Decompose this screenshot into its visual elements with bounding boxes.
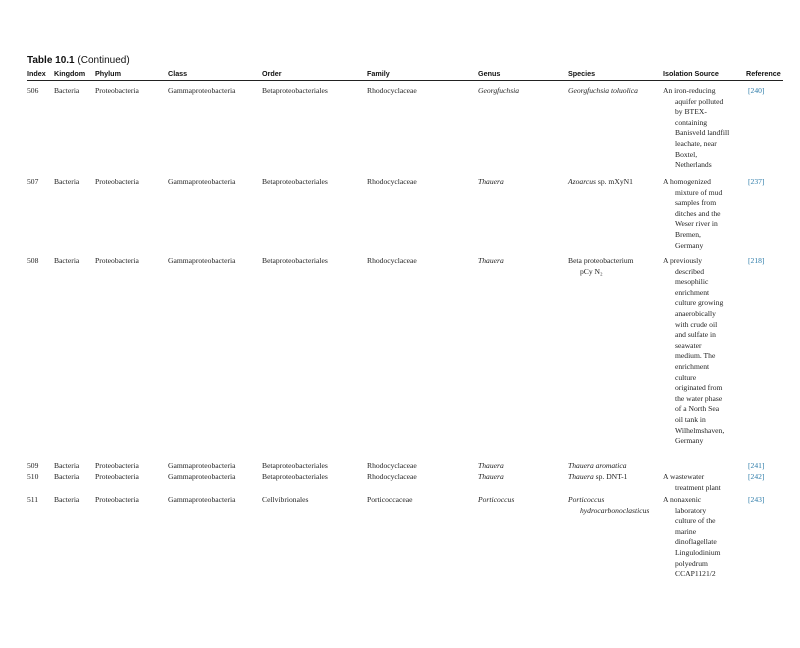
header-reference: Reference <box>746 69 781 78</box>
source-line: dinoflagellate <box>675 537 717 547</box>
cell-kingdom: Bacteria <box>54 495 80 504</box>
source-line: Lingulodinium <box>675 547 721 557</box>
source-line: oil tank in <box>675 414 706 424</box>
source-line: with crude oil <box>675 319 718 329</box>
source-line: the water phase <box>675 393 723 403</box>
header-class: Class <box>168 69 188 78</box>
cell-class: Gammaproteobacteria <box>168 461 236 470</box>
table-continued: (Continued) <box>77 55 130 66</box>
source-line: culture of the <box>675 516 716 526</box>
cell-phylum: Proteobacteria <box>95 495 139 504</box>
cell-class: Gammaproteobacteria <box>168 472 236 481</box>
reference-link[interactable]: [237] <box>748 177 765 186</box>
source-line: aquifer polluted <box>675 96 724 106</box>
source-line: containing <box>675 117 708 127</box>
header-family: Family <box>367 69 390 78</box>
reference-link[interactable]: [243] <box>748 495 765 504</box>
header-phylum: Phylum <box>95 69 121 78</box>
cell-index: 507 <box>27 177 39 186</box>
species-line: pCy N₂ <box>580 266 603 276</box>
source-line: marine <box>675 526 697 536</box>
cell-class: Gammaproteobacteria <box>168 256 236 265</box>
source-line: Weser river in <box>675 219 718 229</box>
source-line: medium. The <box>675 351 716 361</box>
cell-order: Betaproteobacteriales <box>262 256 328 265</box>
cell-family: Rhodocyclaceae <box>367 461 417 470</box>
cell-species <box>568 495 649 516</box>
source-line: mesophilic <box>675 277 709 287</box>
reference-link[interactable]: [218] <box>748 256 765 265</box>
cell-order: Cellvibrionales <box>262 495 309 504</box>
source-line: enrichment <box>675 287 710 297</box>
source-line: Boxtel, <box>675 149 698 159</box>
cell-phylum: Proteobacteria <box>95 461 139 470</box>
cell-kingdom: Bacteria <box>54 461 80 470</box>
table-title <box>27 55 130 66</box>
source-line: Netherlands <box>675 160 712 170</box>
source-line: anaerobically <box>675 308 716 318</box>
species-line: hydrocarbonoclasticus <box>580 505 650 515</box>
source-line: ditches and the <box>675 208 721 218</box>
cell-genus: Thauera <box>478 177 504 186</box>
source-line: Banisveld landfill <box>675 128 730 138</box>
cell-isolation-source <box>663 495 759 580</box>
cell-isolation-source <box>663 256 759 447</box>
cell-genus: Thauera <box>478 461 504 470</box>
cell-genus: Porticoccus <box>478 495 515 504</box>
species-line: Beta proteobacterium <box>568 256 634 265</box>
cell-order: Betaproteobacteriales <box>262 461 328 470</box>
cell-kingdom: Bacteria <box>54 256 80 265</box>
source-line: culture growing <box>675 298 724 308</box>
cell-index: 508 <box>27 256 39 265</box>
species-genus-italic: Azoarcus <box>568 177 596 186</box>
cell-class: Gammaproteobacteria <box>168 177 236 186</box>
source-line: mixture of mud <box>675 187 723 197</box>
source-line: Germany <box>675 436 704 446</box>
header-rule <box>27 80 783 81</box>
cell-index: 509 <box>27 461 39 470</box>
cell-class: Gammaproteobacteria <box>168 495 236 504</box>
source-line: samples from <box>675 198 717 208</box>
source-line: seawater <box>675 340 702 350</box>
source-line: CCAP1121/2 <box>675 569 716 579</box>
species-strain: sp. mXyN1 <box>595 177 633 186</box>
species-strain: sp. DNT-1 <box>593 472 628 481</box>
source-line: originated from <box>675 383 723 393</box>
species-genus-italic: Thauera <box>568 472 594 481</box>
source-line: A homogenized <box>663 177 711 186</box>
header-species: Species <box>568 69 596 78</box>
cell-genus: Georgfuchsia <box>478 86 520 95</box>
cell-species <box>568 177 633 188</box>
species-line: Porticoccus <box>568 495 605 504</box>
cell-family: Rhodocyclaceae <box>367 256 417 265</box>
reference-link[interactable]: [241] <box>748 461 765 470</box>
source-line: enrichment <box>675 361 710 371</box>
cell-order: Betaproteobacteriales <box>262 86 328 95</box>
reference-link[interactable]: [240] <box>748 86 765 95</box>
source-line: A wastewater <box>663 472 705 481</box>
source-line: Wilhelmshaven, <box>675 425 725 435</box>
header-genus: Genus <box>478 69 501 78</box>
cell-phylum: Proteobacteria <box>95 177 139 186</box>
source-line: of a North Sea <box>675 404 720 414</box>
cell-species: Thauera aromatica <box>568 461 627 470</box>
source-line: Germany <box>675 240 704 250</box>
source-line: described <box>675 266 705 276</box>
cell-species <box>568 256 634 277</box>
source-line: leachate, near <box>675 138 717 148</box>
header-order: Order <box>262 69 282 78</box>
cell-index: 506 <box>27 86 39 95</box>
cell-order: Betaproteobacteriales <box>262 472 328 481</box>
cell-isolation-source <box>663 177 759 251</box>
cell-genus: Thauera <box>478 256 504 265</box>
cell-family: Porticoccaceae <box>367 495 413 504</box>
source-line: by BTEX- <box>675 107 707 117</box>
source-line: and sulfate in <box>675 330 716 340</box>
cell-species: Georgfuchsia toluolica <box>568 86 638 95</box>
header-kingdom: Kingdom <box>54 69 86 78</box>
cell-family: Rhodocyclaceae <box>367 86 417 95</box>
table-label: Table 10.1 <box>27 55 75 66</box>
source-line: An iron-reducing <box>663 86 716 95</box>
cell-phylum: Proteobacteria <box>95 86 139 95</box>
header-index: Index <box>27 69 46 78</box>
source-line: treatment plant <box>675 482 721 492</box>
cell-family: Rhodocyclaceae <box>367 177 417 186</box>
source-line: culture <box>675 372 697 382</box>
source-line: polyedrum <box>675 558 708 568</box>
cell-genus: Thauera <box>478 472 504 481</box>
cell-isolation-source <box>663 86 759 171</box>
cell-index: 510 <box>27 472 39 481</box>
header-source: Isolation Source <box>663 69 719 78</box>
cell-kingdom: Bacteria <box>54 177 80 186</box>
source-line: A previously <box>663 256 703 265</box>
cell-phylum: Proteobacteria <box>95 256 139 265</box>
cell-index: 511 <box>27 495 39 504</box>
cell-family: Rhodocyclaceae <box>367 472 417 481</box>
cell-isolation-source <box>663 472 759 493</box>
source-line: Bremen, <box>675 229 701 239</box>
cell-phylum: Proteobacteria <box>95 472 139 481</box>
reference-link[interactable]: [242] <box>748 472 765 481</box>
source-line: laboratory <box>675 505 707 515</box>
cell-class: Gammaproteobacteria <box>168 86 236 95</box>
source-line: A nonaxenic <box>663 495 702 504</box>
cell-species <box>568 472 627 483</box>
cell-order: Betaproteobacteriales <box>262 177 328 186</box>
cell-kingdom: Bacteria <box>54 472 80 481</box>
cell-kingdom: Bacteria <box>54 86 80 95</box>
